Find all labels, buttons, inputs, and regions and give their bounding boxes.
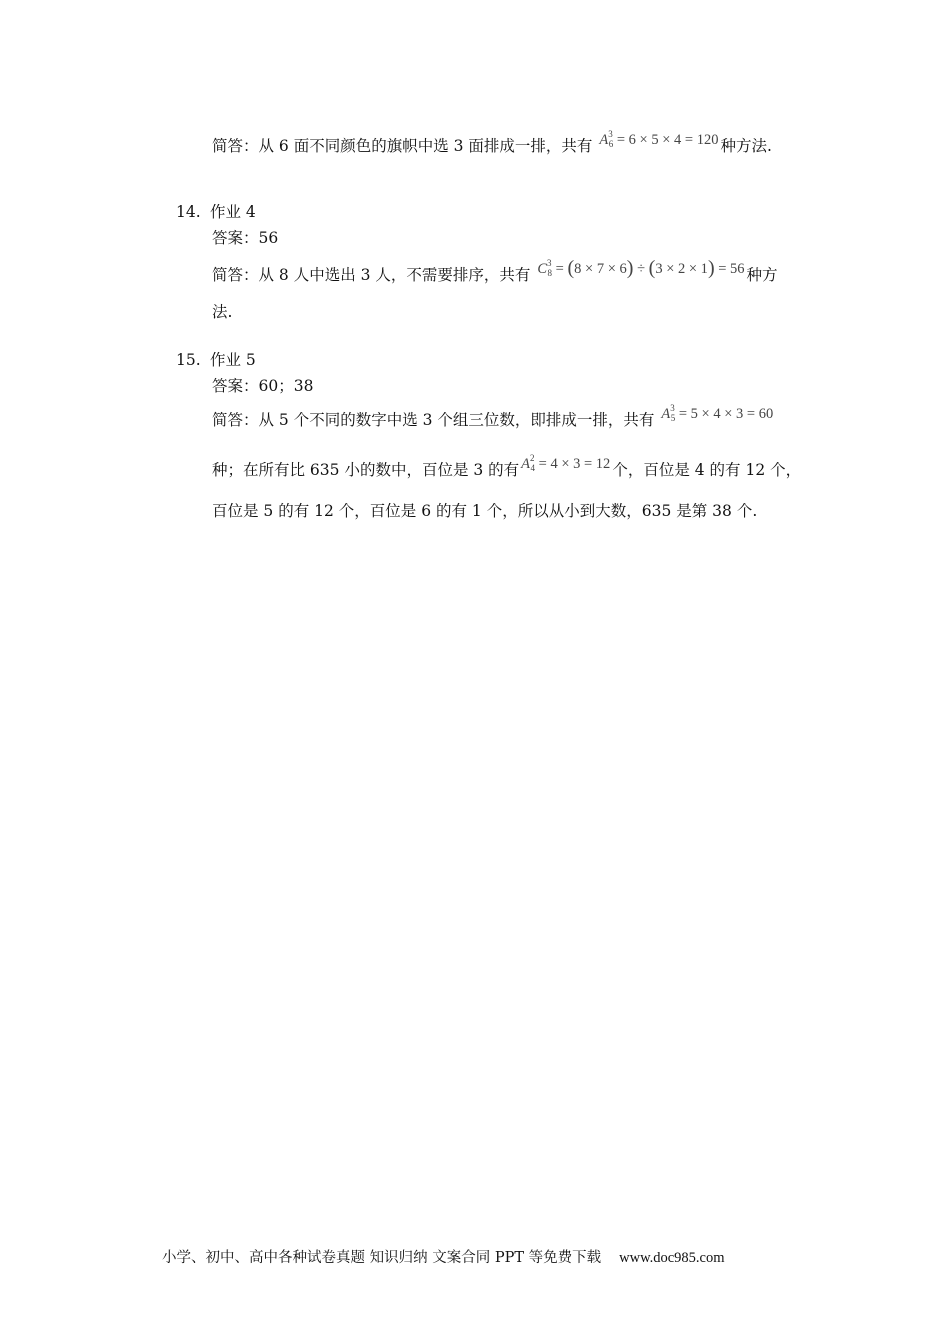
page-footer	[162, 1246, 725, 1267]
math-divide: ÷	[637, 261, 646, 277]
brief-line2-lead: 种；在所有比 635 小的数中，百位是 3 的有	[212, 461, 520, 479]
question-14-brief-cont: 法.	[212, 303, 233, 321]
question-15-brief	[212, 403, 775, 431]
footer-text: 小学、初中、高中各种试卷真题 知识归纳 文案合同 PPT 等免费下载	[162, 1250, 602, 1266]
math-subscript: 8	[547, 268, 553, 278]
question-title: 作业 5	[210, 351, 256, 369]
math-denominator-product: 3 × 2 × 1	[655, 261, 708, 277]
permutation-formula	[599, 130, 718, 150]
question-15-brief-line3: 百位是 5 的有 12 个，百位是 6 的有 1 个，所以从小到大数，635 是第 38 个.	[212, 502, 758, 520]
brief-tail: 种方	[746, 266, 778, 284]
left-paren: (	[567, 257, 575, 279]
math-rhs: = 4 × 3 = 12	[538, 456, 611, 472]
question-title: 作业 4	[210, 203, 256, 221]
question-14-brief	[212, 257, 778, 286]
math-subscript: 6	[608, 139, 614, 149]
question-number: 15.	[176, 351, 201, 369]
footer-url[interactable]: www.doc985.com	[619, 1250, 725, 1266]
right-paren: )	[707, 257, 715, 279]
brief-lead: 简答：从 5 个不同的数字中选 3 个组三位数，即排成一排，共有	[212, 411, 655, 429]
math-numerator-product: 8 × 7 × 6	[574, 261, 627, 277]
permutation-formula	[661, 404, 773, 424]
math-equals: =	[555, 261, 564, 277]
combination-formula	[537, 257, 744, 279]
math-symbol: A	[661, 406, 671, 422]
math-symbol: C	[537, 261, 548, 277]
math-superscript: 3	[608, 129, 613, 139]
answer-13-brief	[212, 129, 772, 157]
left-paren: (	[648, 257, 656, 279]
brief-line2-tail: 个，百位是 4 的有 12 个，	[612, 461, 802, 479]
brief-lead: 简答：从 8 人中选出 3 人，不需要排序，共有	[212, 266, 531, 284]
math-subscript: 5	[670, 413, 676, 423]
math-superscript: 3	[670, 403, 675, 413]
math-superscript: 2	[530, 453, 535, 463]
permutation-formula	[521, 454, 610, 474]
question-number: 14.	[176, 203, 201, 221]
question-14-heading	[176, 202, 256, 222]
question-14-answer: 答案：56	[212, 229, 279, 247]
math-symbol: A	[599, 132, 609, 148]
question-15-answer: 答案：60；38	[212, 377, 314, 395]
math-rhs: = 6 × 5 × 4 = 120	[616, 132, 719, 148]
brief-tail: 种方法.	[720, 137, 772, 155]
question-15-heading	[176, 350, 256, 370]
right-paren: )	[626, 257, 634, 279]
math-subscript: 4	[530, 463, 536, 473]
question-15-brief-line2	[212, 453, 802, 481]
math-superscript: 3	[547, 258, 552, 268]
math-symbol: A	[521, 456, 531, 472]
math-rhs: = 56	[718, 261, 745, 277]
math-rhs: = 5 × 4 × 3 = 60	[678, 406, 774, 422]
brief-lead: 简答：从 6 面不同颜色的旗帜中选 3 面排成一排，共有	[212, 137, 593, 155]
